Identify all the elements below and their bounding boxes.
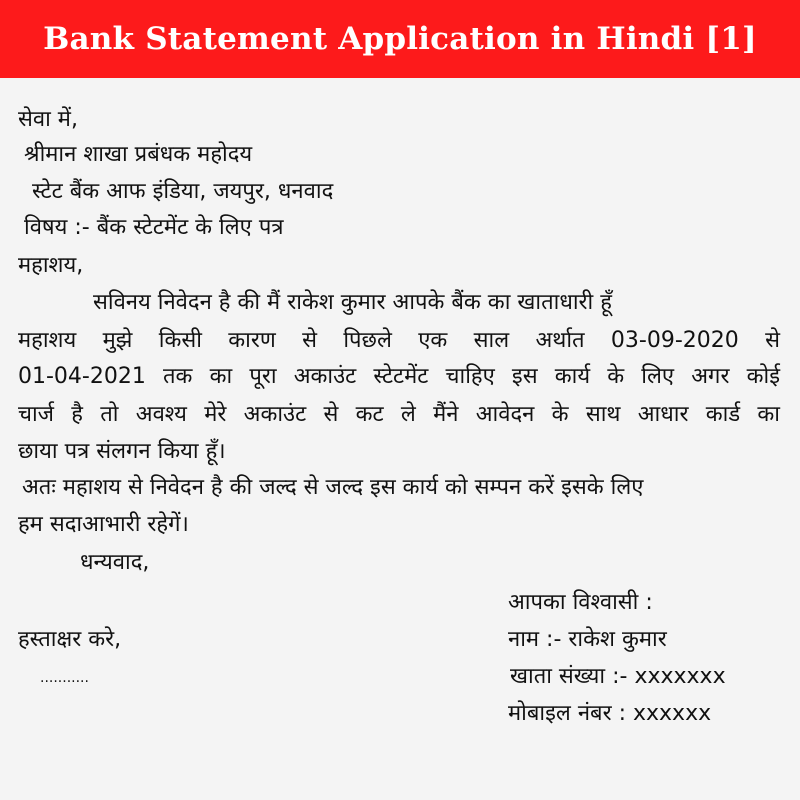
body-line-3: 01-04-2021 तक का पूरा अकाउंट स्टेटमेंट चाहिए इस कार्य के लिए अगर कोई [18, 364, 780, 389]
body-line-4: चार्ज है तो अवश्य मेरे अकाउंट से कट ले मैंने आवेदन के साथ आधार कार्ड का [18, 402, 780, 427]
title-banner [0, 0, 800, 78]
page-title: Bank Statement Application in Hindi [1] [43, 21, 757, 57]
subject-line: विषय :- बैंक स्टेटमेंट के लिए पत्र [24, 215, 284, 240]
recipient-bank: स्टेट बैंक आफ इंडिया, जयपुर, धनवाद [32, 179, 334, 204]
signature-label: हस्ताक्षर करे, [18, 627, 122, 652]
sender-name: नाम :- राकेश कुमार [508, 627, 667, 652]
body-line-6: अतः महाशय से निवेदन है की जल्द से जल्द इस कार्य को सम्पन करें इसके लिए [22, 475, 644, 500]
body-line-5: छाया पत्र संलगन किया हूँ। [18, 439, 226, 464]
body-line-7: हम सदाआभारी रहेगें। [18, 512, 189, 537]
salutation-to: सेवा में, [18, 107, 78, 132]
yours-faithfully: आपका विश्वासी : [508, 590, 653, 615]
recipient-title: श्रीमान शाखा प्रबंधक महोदय [24, 142, 253, 167]
body-line-2: महाशय मुझे किसी कारण से पिछले एक साल अर्थात 03-09-2020 से [18, 328, 780, 353]
thanks: धन्यवाद, [80, 550, 150, 575]
greeting: महाशय, [18, 253, 84, 278]
account-number: खाता संख्या :- xxxxxxx [510, 664, 726, 689]
mobile-number: मोबाइल नंबर : xxxxxx [508, 701, 712, 726]
body-line-1: सविनय निवेदन है की मैं राकेश कुमार आपके बैंक का खाताधारी हूँ [93, 290, 612, 315]
signature-placeholder: ........... [40, 670, 89, 686]
